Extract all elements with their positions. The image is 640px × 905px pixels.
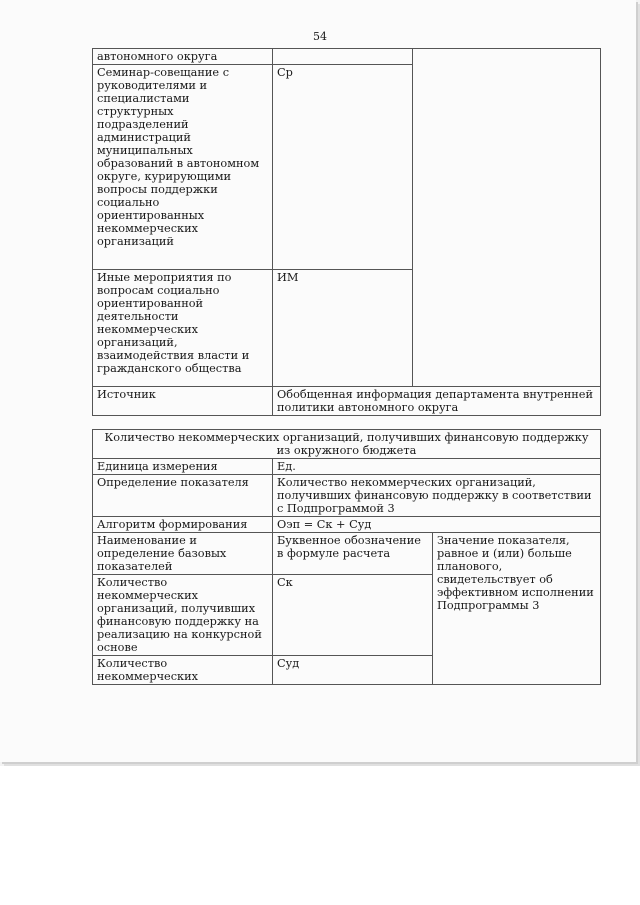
table-cell: Ск [273,575,433,656]
table-row [93,430,601,459]
source-value: Обобщенная информация департамента внутренней политики автономного округа [273,387,601,416]
table-row [93,533,601,575]
source-label: Источник [93,387,273,416]
table-cell: автономного округа [93,49,273,65]
table-row [93,517,601,533]
table-cell: Семинар-совещание с руководителями и специалистами структурных подразделений администраций муниципальных образований в автономном округе, курирующими вопросы поддержки социально ориентированных некоммерческих организаций [93,65,273,270]
page-margin [0,766,640,905]
unit-value: Ед. [273,459,601,475]
indicator-table-2 [92,429,601,685]
table-cell [273,49,413,65]
algorithm-value: Оэп = Ск + Суд [273,517,601,533]
table-cell: Суд [273,656,433,685]
table-row [93,475,601,517]
indicator-table-1 [92,48,601,416]
indicator-title: Количество некоммерческих организаций, получивших финансовую поддержку из окружного бюджета [93,430,601,459]
base-indicators-header: Наименование и определение базовых показателей [93,533,273,575]
table-cell: Иные мероприятия по вопросам социально ориентированной деятельности некоммерческих организаций, взаимодействия власти и гражданского общества [93,270,273,387]
page-number: 54 [313,30,327,43]
unit-label: Единица измерения [93,459,273,475]
table-cell: ИМ [273,270,413,387]
interpretation-cell: Значение показателя, равное и (или) больше планового, свидетельствует об эффективном исполнении Подпрограммы 3 [433,533,601,685]
table-cell: Количество некоммерческих [93,656,273,685]
table-row [93,387,601,416]
definition-value: Количество некоммерческих организаций, получивших финансовую поддержку в соответствии с Подпрограммой 3 [273,475,601,517]
table-row [93,459,601,475]
definition-label: Определение показателя [93,475,273,517]
table-cell: Количество некоммерческих организаций, получивших финансовую поддержку на реализацию на конкурсной основе [93,575,273,656]
table-row [93,49,601,65]
symbol-header: Буквенное обозначение в формуле расчета [273,533,433,575]
table-cell-empty [413,49,601,387]
algorithm-label: Алгоритм формирования [93,517,273,533]
table-cell: Ср [273,65,413,270]
